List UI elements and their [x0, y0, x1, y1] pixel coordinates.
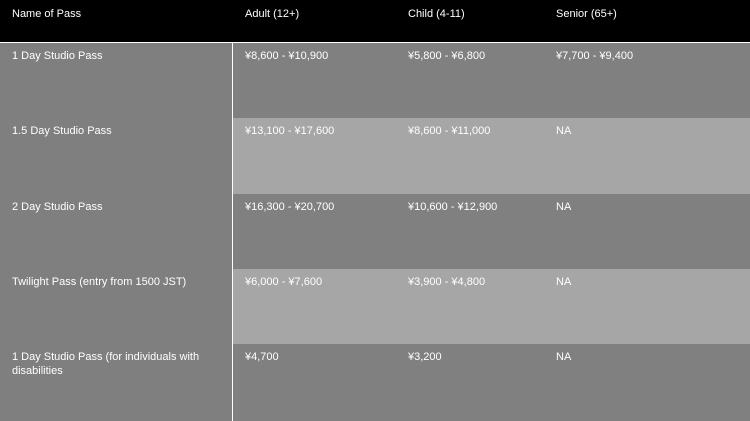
row-2-senior-price: NA	[544, 118, 750, 194]
row-4-child-price: ¥3,900 - ¥4,800	[396, 269, 544, 344]
header-child: Child (4-11)	[396, 0, 544, 42]
row-1-child-price: ¥5,800 - ¥6,800	[396, 42, 544, 118]
row-4-senior-price: NA	[544, 269, 750, 344]
row-3-pass-name: 2 Day Studio Pass	[0, 194, 232, 269]
row-2-pass-name: 1.5 Day Studio Pass	[0, 118, 232, 194]
row-4-pass-name: Twilight Pass (entry from 1500 JST)	[0, 269, 232, 344]
row-5-adult-price: ¥4,700	[233, 344, 396, 421]
row-1-adult-price: ¥8,600 - ¥10,900	[233, 42, 396, 118]
row-3-adult-price: ¥16,300 - ¥20,700	[233, 194, 396, 269]
row-1-pass-name: 1 Day Studio Pass	[0, 42, 232, 118]
row-3-child-price: ¥10,600 - ¥12,900	[396, 194, 544, 269]
row-5-senior-price: NA	[544, 344, 750, 421]
row-5-child-price: ¥3,200	[396, 344, 544, 421]
row-4-adult-price: ¥6,000 - ¥7,600	[233, 269, 396, 344]
row-5-pass-name: 1 Day Studio Pass (for individuals with disabilities	[0, 344, 232, 421]
row-2-child-price: ¥8,600 - ¥11,000	[396, 118, 544, 194]
header-senior: Senior (65+)	[544, 0, 750, 42]
header-adult: Adult (12+)	[233, 0, 396, 42]
header-name-of-pass: Name of Pass	[0, 0, 232, 42]
row-2-adult-price: ¥13,100 - ¥17,600	[233, 118, 396, 194]
row-1-senior-price: ¥7,700 - ¥9,400	[544, 42, 750, 118]
row-3-senior-price: NA	[544, 194, 750, 269]
